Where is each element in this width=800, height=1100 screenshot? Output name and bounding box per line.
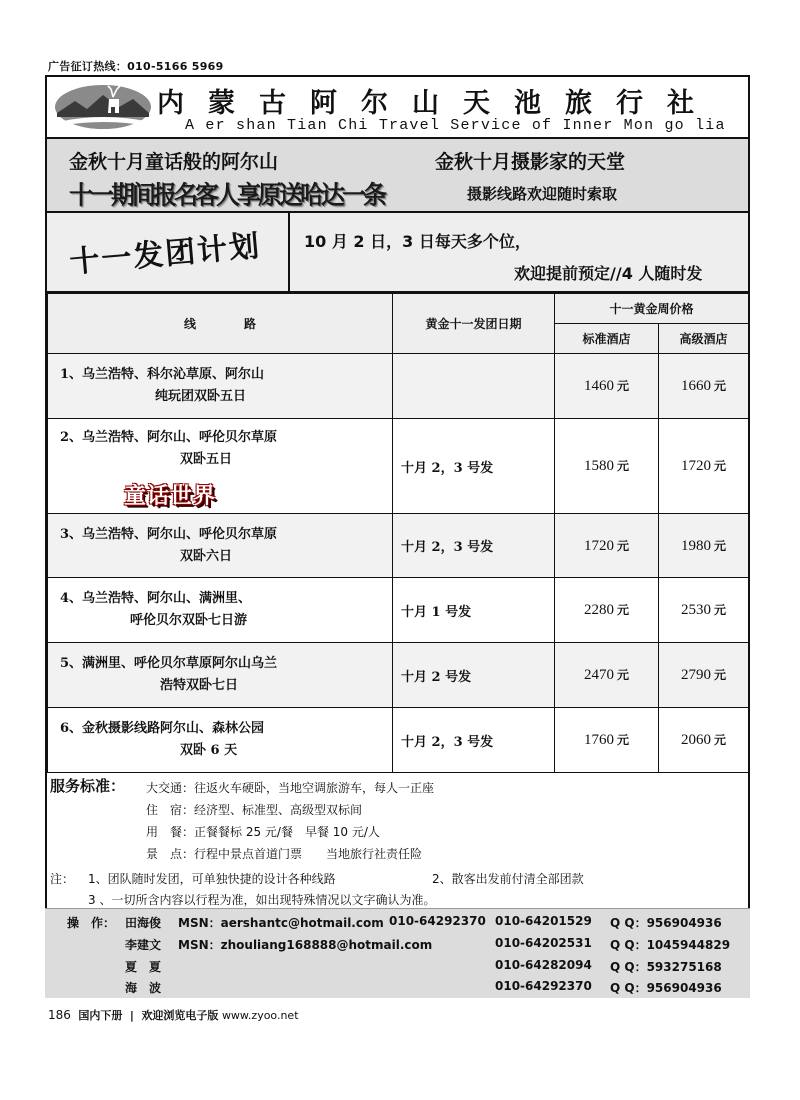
departure-date: 十月 2，3 号发 [393, 419, 555, 514]
footer-url[interactable]: www.zyoo.net [221, 1009, 299, 1022]
contact-name: 李建文 [125, 938, 162, 952]
footer-section: 国内下册 [78, 1009, 123, 1022]
promo-brush-text: 十一期间报名客人享原送哈达一条 [69, 179, 384, 208]
promo-headline-left: 金秋十月童话般的阿尔山 [69, 151, 279, 173]
contact-msn[interactable]: MSN：zhouliang168888@hotmail.com [178, 938, 433, 952]
premium-price: 2530 元 [659, 578, 749, 643]
route-name: 1、乌兰浩特、科尔沁草原、阿尔山 [60, 367, 265, 382]
contact-phone-2: 010-64282094 [495, 958, 592, 972]
route-duration: 纯玩团双卧五日 [155, 389, 247, 404]
col-header-premium-hotel: 高级酒店 [659, 324, 749, 354]
contact-msn[interactable]: MSN：aershantc@hotmail.com [178, 916, 384, 930]
contacts-panel [45, 908, 750, 998]
route-cell [48, 643, 393, 708]
route-duration: 呼伦贝尔双卧七日游 [130, 613, 248, 628]
note-3: 3 、一切所含内容以行程为准，如出现特殊情况以文字确认为准。 [88, 893, 436, 907]
table-row [48, 643, 749, 708]
agency-name-en: A er shan Tian Chi Travel Service of Inner Mon go lia [185, 117, 726, 134]
table-row [48, 419, 749, 514]
page-footer [48, 1007, 299, 1023]
contact-phone-1: 010-64292370 [389, 914, 486, 928]
plan-availability: 10 月 2 日，3 日每天多个位， [304, 232, 531, 251]
route-name: 6、金秋摄影线路阿尔山、森林公园 [60, 721, 265, 736]
table-row [48, 708, 749, 773]
route-cell [48, 578, 393, 643]
note-1: 1、团队随时发团，可单独快捷的设计各种线路 [88, 872, 336, 886]
ad-hotline: 广告征订热线：010-5166 5969 [48, 60, 224, 73]
premium-price: 1660 元 [659, 354, 749, 419]
mountain-deer-logo-icon [53, 83, 153, 131]
contact-name: 海 波 [125, 981, 162, 995]
table-row [48, 514, 749, 578]
footer-slogan: 欢迎浏览电子版 [141, 1009, 219, 1022]
departure-date: 十月 2，3 号发 [393, 708, 555, 773]
contact-name: 田海俊 [125, 916, 162, 930]
route-cell [48, 514, 393, 578]
standard-price: 1760 元 [555, 708, 659, 773]
standard-price: 1580 元 [555, 419, 659, 514]
page-number: 186 [48, 1008, 71, 1022]
route-cell [48, 419, 393, 514]
route-name: 5、满洲里、呼伦贝尔草原阿尔山乌兰 [60, 656, 278, 671]
standard-price: 2280 元 [555, 578, 659, 643]
footer-separator: | [129, 1009, 134, 1022]
promo-photo-routes: 摄影线路欢迎随时索取 [467, 185, 618, 203]
departure-date [393, 354, 555, 419]
premium-price: 2060 元 [659, 708, 749, 773]
departure-date: 十月 2，3 号发 [393, 514, 555, 578]
contact-qq: Q Q：956904936 [610, 981, 722, 995]
promo-headline-right: 金秋十月摄影家的天堂 [435, 151, 626, 173]
service-item-lodging: 住 宿：经济型、标准型、高级型双标间 [146, 803, 363, 817]
plan-title-box [47, 213, 290, 291]
route-duration: 双卧 6 天 [180, 743, 238, 758]
agency-name-cn: 内蒙古阿尔山天池旅行社 [157, 88, 718, 119]
premium-price: 1720 元 [659, 419, 749, 514]
contact-qq: Q Q：956904936 [610, 916, 722, 930]
departure-plan [47, 213, 748, 293]
service-item-transport: 大交通：往返火车硬卧，当地空调旅游车，每人一正座 [146, 781, 435, 795]
plan-title: 十一发团计划 [68, 228, 263, 281]
table-row [48, 578, 749, 643]
col-header-price-group: 十一黄金周价格 [555, 294, 749, 324]
premium-price: 1980 元 [659, 514, 749, 578]
note-2: 2、散客出发前付清全部团款 [432, 872, 584, 886]
service-item-sights: 景 点：行程中景点首道门票 当地旅行社责任险 [146, 847, 423, 861]
contact-phone-2: 010-64201529 [495, 914, 592, 928]
fairy-world-stamp: 童话世界 [124, 484, 217, 509]
route-name: 4、乌兰浩特、阿尔山、满洲里、 [60, 591, 252, 606]
agency-header [47, 77, 748, 139]
route-name: 2、乌兰浩特、阿尔山、呼伦贝尔草原 [60, 430, 278, 445]
contact-phone-2: 010-64292370 [495, 979, 592, 993]
departure-date: 十月 2 号发 [393, 643, 555, 708]
promo-banner [47, 139, 748, 213]
col-header-standard-hotel: 标准酒店 [555, 324, 659, 354]
standard-price: 2470 元 [555, 643, 659, 708]
route-cell [48, 354, 393, 419]
table-row [48, 354, 749, 419]
route-duration: 双卧六日 [180, 548, 233, 564]
departure-date: 十月 1 号发 [393, 578, 555, 643]
route-price-table [47, 293, 749, 773]
plan-booking-note: 欢迎提前预定//4 人随时发 [514, 264, 703, 283]
col-header-route: 线 路 [48, 294, 393, 354]
col-header-date: 黄金十一发团日期 [393, 294, 555, 354]
standard-price: 1460 元 [555, 354, 659, 419]
note-prefix: 注： [50, 872, 75, 886]
route-duration: 双卧五日 [180, 452, 233, 467]
contact-name: 夏 夏 [125, 960, 162, 974]
service-heading: 服务标准： [50, 777, 126, 795]
service-item-meals: 用 餐：正餐餐标 25 元/餐 早餐 10 元/人 [146, 825, 380, 839]
contact-qq: Q Q：1045944829 [610, 938, 731, 952]
route-cell [48, 708, 393, 773]
contact-qq: Q Q：593275168 [610, 960, 722, 974]
contacts-label: 操 作： [67, 916, 116, 930]
premium-price: 2790 元 [659, 643, 749, 708]
route-duration: 浩特双卧七日 [160, 678, 239, 693]
route-name: 3、乌兰浩特、阿尔山、呼伦贝尔草原 [60, 526, 278, 542]
contact-phone-2: 010-64202531 [495, 936, 592, 950]
standard-price: 1720 元 [555, 514, 659, 578]
